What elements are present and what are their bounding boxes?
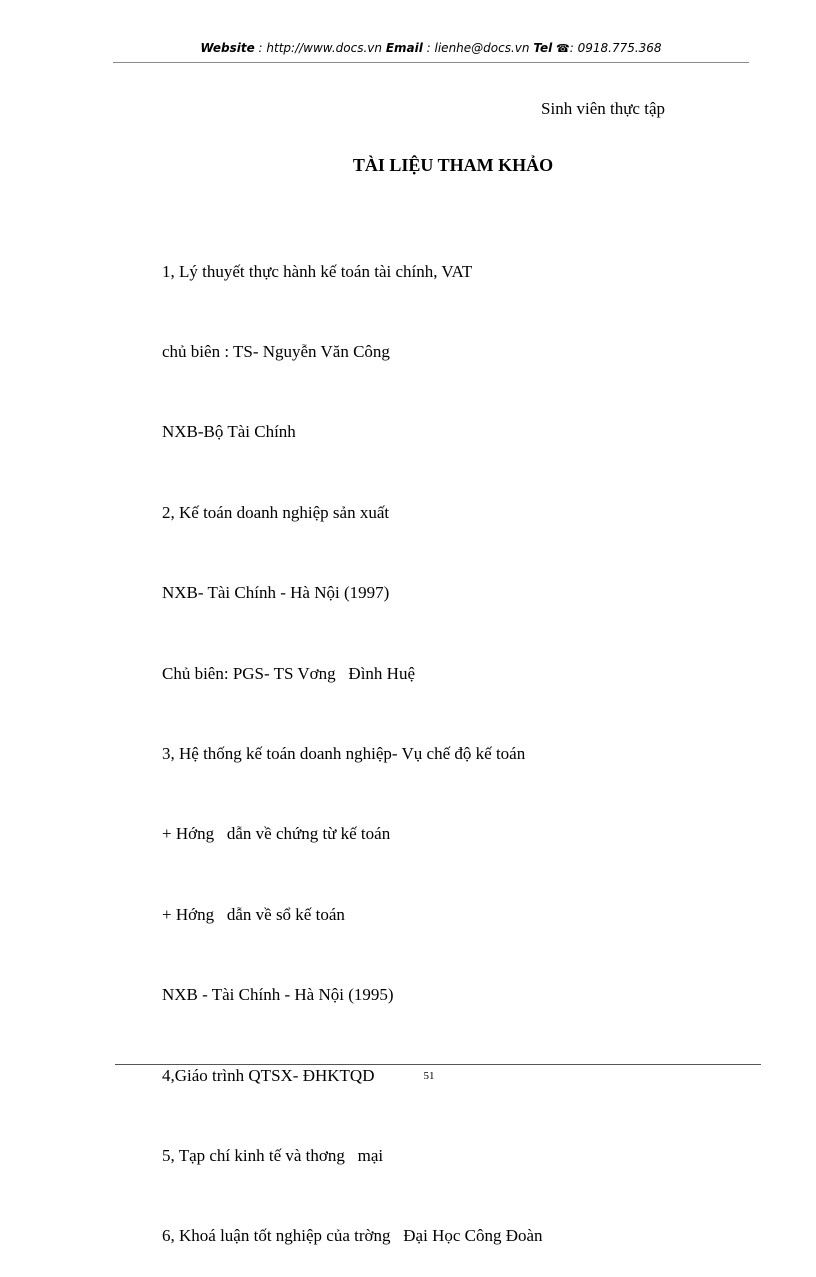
reference-item: chủ biên : TS- Nguyễn Văn Công [162,341,390,361]
reference-item: 3, Hệ thống kế toán doanh nghiệp- Vụ chế độ kế toán [162,743,526,763]
page-title: TÀI LIỆU THAM KHẢO [352,155,554,175]
website-value: : http://www.docs.vn [254,41,386,55]
reference-item: 4,Giáo trình QTSX- ĐHKTQD [162,1065,375,1085]
reference-item: 2, Kế toán doanh nghiệp sản xuất [162,502,390,522]
signature-line: Sinh viên thực tập [541,99,665,118]
footer-divider [115,1064,761,1065]
page-number: 51 [423,1070,435,1082]
tel-value: : 0918.775.368 [569,41,662,55]
website-label: Website [200,41,255,55]
reference-item: 5, Tạp chí kinh tế và thơng mại [162,1145,384,1165]
reference-item: Chủ biên: PGS- TS Vơng Đình Huệ [162,663,415,683]
tel-label: Tel [533,41,553,55]
reference-item: NXB- Tài Chính - Hà Nội (1997) [162,583,390,603]
reference-item: 1, Lý thuyết thực hành kế toán tài chính, VAT [162,261,473,281]
phone-icon: ☎ [556,42,570,55]
reference-item: NXB - Tài Chính - Hà Nội (1995) [162,985,394,1005]
email-label: Email [385,41,423,55]
reference-item: 6, Khoá luận tốt nghiệp của trờng Đại Học Công Đoàn [162,1226,543,1246]
reference-list [162,205,543,1277]
reference-item: + Hớng dẫn về chứng từ kế toán [162,824,391,844]
reference-item: NXB-Bộ Tài Chính [162,422,296,442]
reference-item: + Hớng dẫn về sổ kế toán [162,904,345,924]
email-value: : lienhe@docs.vn [422,41,534,55]
page-header [113,38,749,63]
